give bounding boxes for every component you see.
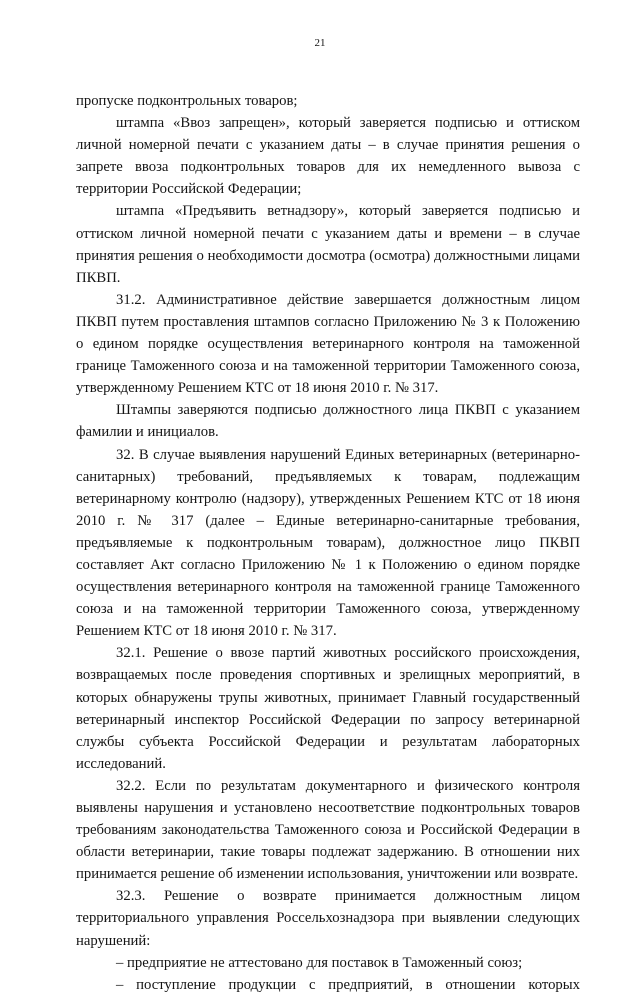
paragraph-31-2: 31.2. Административное действие завершается должностным лицом ПКВП путем проставления штампов согласно Приложению № 3 к Положению о едином порядке осуществления ветеринарного контроля на таможенной границе Таможенного союза и на таможенной территории Таможенного союза, утвержденному Решением КТС от 18 июня 2010 г. № 317.	[76, 291, 580, 397]
page-number: 21	[314, 37, 326, 49]
paragraph-32: 32. В случае выявления нарушений Единых ветеринарных (ветеринарно-санитарных) требований, предъявляемых к товарам, подлежащим ветеринарному контролю (надзору), утвержденных Решением КТС от 18 июня 2010 г. № 317 (далее – Единые ветеринарно-санитарные требования, предъявляемые к подконтрольным товарам), должностное лицо ПКВП составляет Акт согласно Приложению № 1 к Положению о едином порядке осуществления ветеринарного контроля на таможенной границе Таможенного союза и на таможенной территории Таможенного союза, утвержденному Решением КТС от 18 июня 2010 г. № 317.	[76, 446, 580, 640]
paragraph-32-3: 32.3. Решение о возврате принимается должностным лицом территориального управления Россельхознадзора при выявлении следующих нарушений:	[76, 888, 580, 949]
paragraph-stamps-signature: Штампы заверяются подписью должностного лица ПКВП с указанием фамилии и инициалов.	[76, 402, 580, 441]
list-item-not-certified: – предприятие не аттестовано для поставок в Таможенный союз;	[116, 954, 523, 971]
paragraph-continuation: пропуске подконтрольных товаров;	[76, 93, 298, 109]
paragraph-32-2: 32.2. Если по результатам документарного и физического контроля выявлены нарушения и установлено несоответствие подконтрольных товаров требованиям законодательства Таможенного союза и Российской Федерации в области ветеринарии, такие товары подлежат задержанию. В отношении них принимается решение об изменении использования, уничтожении или возврате.	[76, 777, 580, 883]
paragraph-stamp-present-to-vet: штампа «Предъявить ветнадзору», который заверяется подписью и оттиском личной номерной печати с указанием даты и времени – в случае принятия решения о необходимости досмотра (осмотра) должностными лицами ПКВП.	[76, 203, 580, 286]
paragraph-32-1: 32.1. Решение о ввозе партий животных российского происхождения, возвращаемых после проведения спортивных и зрелищных мероприятий, в которых обнаружены трупы животных, принимает Главный государственный ветеринарный инспектор Российской Федерации по запросу ветеринарной службы субъекта Российской Федерации и результатам лабораторных исследований.	[76, 645, 580, 772]
document-body	[76, 90, 580, 996]
paragraph-stamp-entry-forbidden: штампа «Ввоз запрещен», который заверяется подписью и оттиском личной номерной печати с указанием даты – в случае принятия решения о запрете ввоза подконтрольных товаров для их немедленного вывоза с территории Российской Федерации;	[76, 115, 580, 198]
list-item-products-from-enterprises: – поступление продукции с предприятий, в отношении которых	[116, 976, 580, 993]
